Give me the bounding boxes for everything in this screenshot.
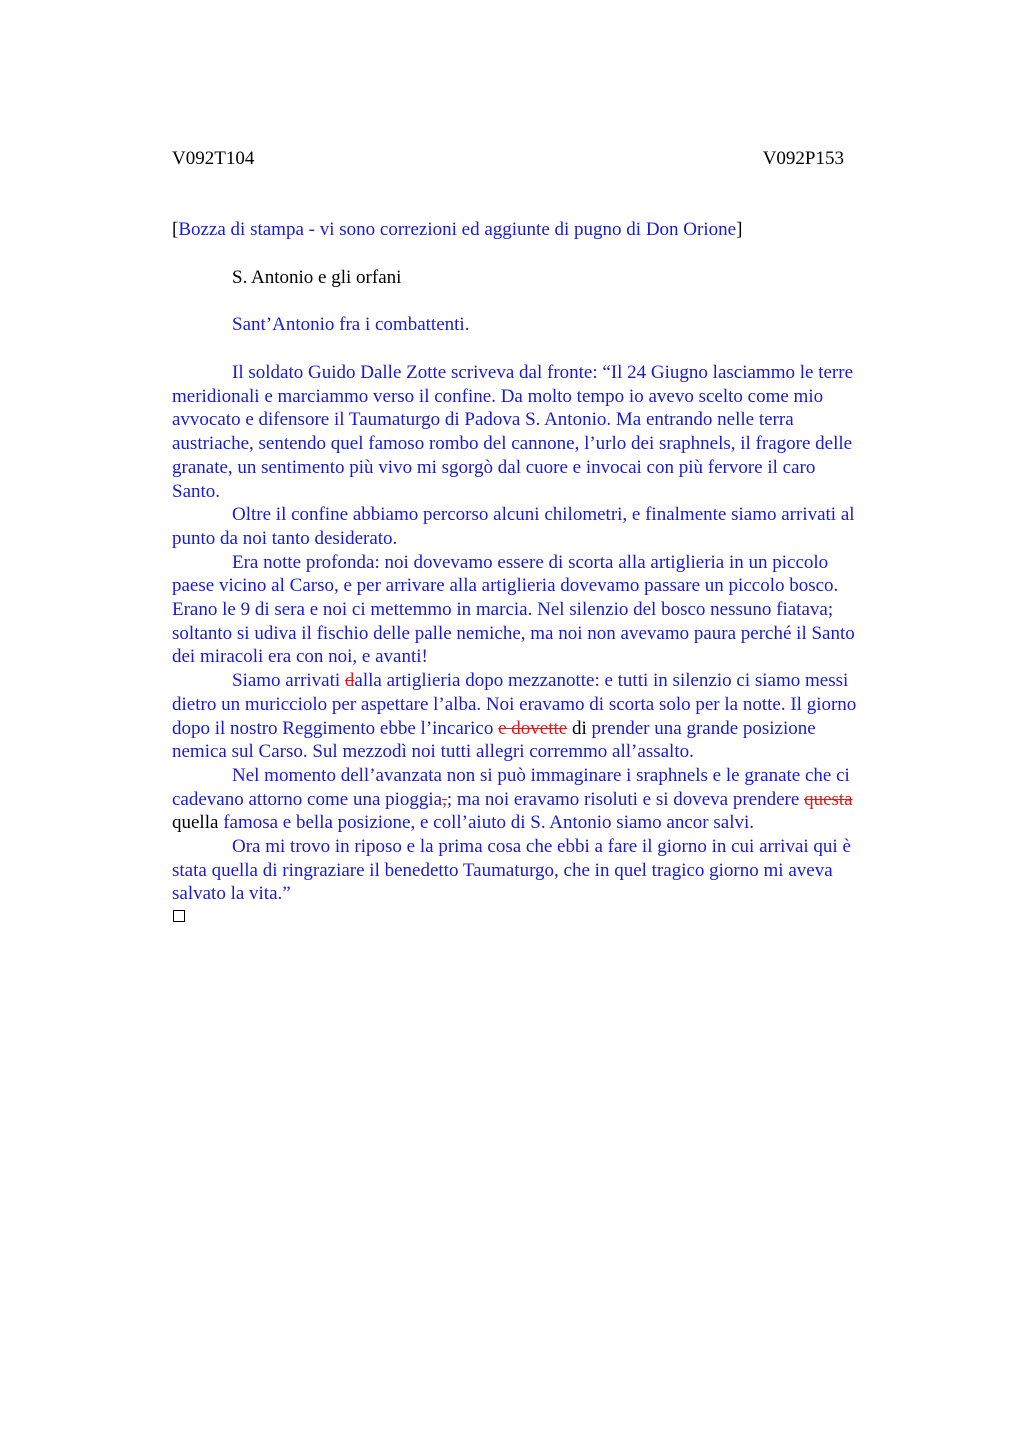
paragraph-4-line-2: dietro un muricciolo per aspettare l’alba. Noi eravamo di scorta solo per la notte. Il giorno bbox=[172, 693, 857, 715]
paragraph-1-line-5: granate, un sentimento più vivo mi sgorgò dal cuore e invocai con più fervore il caro bbox=[172, 456, 816, 478]
paragraph-5-text-c: famosa e bella posizione, e coll’aiuto di S. Antonio siamo ancor salvi. bbox=[218, 812, 755, 834]
paragraph-6 bbox=[172, 835, 932, 906]
paragraph-1 bbox=[172, 361, 932, 503]
paragraph-6-line-1: Ora mi trovo in riposo e la prima cosa che ebbi a fare il giorno in cui arrivai qui è bbox=[232, 836, 851, 858]
paragraph-4-text-c: dopo il nostro Reggimento ebbe l’incarico bbox=[172, 717, 499, 739]
paragraph-1-line-3: avvocato e difensore il Taumaturgo di Padova S. Antonio. Ma entrando nelle terra bbox=[172, 409, 794, 431]
original-text: quella bbox=[172, 812, 219, 834]
paragraph-5 bbox=[172, 764, 932, 835]
paragraph-3-line-1: Era notte profonda: noi dovevamo essere di scorta alla artiglieria in un piccolo bbox=[232, 551, 829, 573]
page-header bbox=[172, 147, 844, 171]
paragraph-3-line-5: dei miracoli era con noi, e avanti! bbox=[172, 646, 428, 668]
original-text: di bbox=[567, 717, 592, 739]
paragraph-5-line-1: Nel momento dell’avanzata non si può immaginare i sraphnels e le granate che ci bbox=[232, 764, 850, 786]
paragraph-1-line-6: Santo. bbox=[172, 480, 221, 502]
note-open-bracket: [ bbox=[172, 219, 179, 240]
deleted-text: e dovette bbox=[498, 717, 568, 739]
paragraph-4-line-4: nemica sul Carso. Sul mezzodì noi tutti allegri corremmo all’assalto. bbox=[172, 741, 694, 763]
paragraph-3-line-2: paese vicino al Carso, e per arrivare alla artiglieria dovevamo passare un piccolo bosco. bbox=[172, 575, 839, 597]
paragraph-6-line-3: salvato la vita.” bbox=[172, 883, 291, 905]
paragraph-6-line-2: stata quella di ringraziare il benedetto Taumaturgo, che in quel tragico giorno mi aveva bbox=[172, 859, 833, 881]
paragraph-4 bbox=[172, 669, 932, 764]
paragraph-2-line-2: punto da noi tanto desiderato. bbox=[172, 527, 398, 549]
deleted-text: , bbox=[442, 788, 447, 810]
note-close-bracket: ] bbox=[736, 219, 743, 240]
paragraph-2 bbox=[172, 503, 932, 550]
paragraph-1-line-1: Il soldato Guido Dalle Zotte scriveva dal fronte: “Il 24 Giugno lasciammo le terre bbox=[232, 362, 853, 383]
end-of-document-box-icon bbox=[173, 910, 185, 922]
note-text: Bozza di stampa - vi sono correzioni ed aggiunte di pugno di Don Orione bbox=[178, 219, 737, 240]
paragraph-4-text-a: Siamo arrivati bbox=[232, 670, 345, 692]
paragraph-3-line-4: soltanto si udiva il fischio delle palle nemiche, ma noi non avevamo paura perché il Santo bbox=[172, 622, 855, 644]
paragraph-5-text-a: cadevano attorno come una pioggia bbox=[172, 788, 443, 810]
deleted-text: d bbox=[344, 670, 355, 692]
document-code-right: V092P153 bbox=[762, 148, 844, 169]
paragraph-1-line-4: austriache, sentendo quel famoso rombo del cannone, l’urlo dei sraphnels, il fragore delle bbox=[172, 433, 853, 455]
paragraph-5-text-b: ; ma noi eravamo risoluti e si doveva prendere bbox=[446, 788, 805, 810]
corrected-title: Sant’Antonio fra i combattenti. bbox=[232, 314, 470, 335]
paragraph-4-text-d: prender una grande posizione bbox=[591, 717, 816, 739]
editorial-note bbox=[172, 218, 742, 242]
original-title: S. Antonio e gli orfani bbox=[232, 267, 402, 288]
paragraph-3 bbox=[172, 551, 932, 670]
letter-body bbox=[172, 361, 932, 906]
deleted-text: questa bbox=[804, 788, 853, 810]
paragraph-1-line-2: meridionali e marciammo verso il confine. Da molto tempo io avevo scelto come mio bbox=[172, 385, 824, 407]
paragraph-3-line-3: Erano le 9 di sera e noi ci mettemmo in marcia. Nel silenzio del bosco nessuno fiatava; bbox=[172, 599, 834, 621]
paragraph-4-text-b: alla artiglieria dopo mezzanotte: e tutti in silenzio ci siamo messi bbox=[354, 670, 849, 692]
paragraph-2-line-1: Oltre il confine abbiamo percorso alcuni chilometri, e finalmente siamo arrivati al bbox=[232, 504, 855, 526]
document-code-left: V092T104 bbox=[172, 148, 255, 169]
